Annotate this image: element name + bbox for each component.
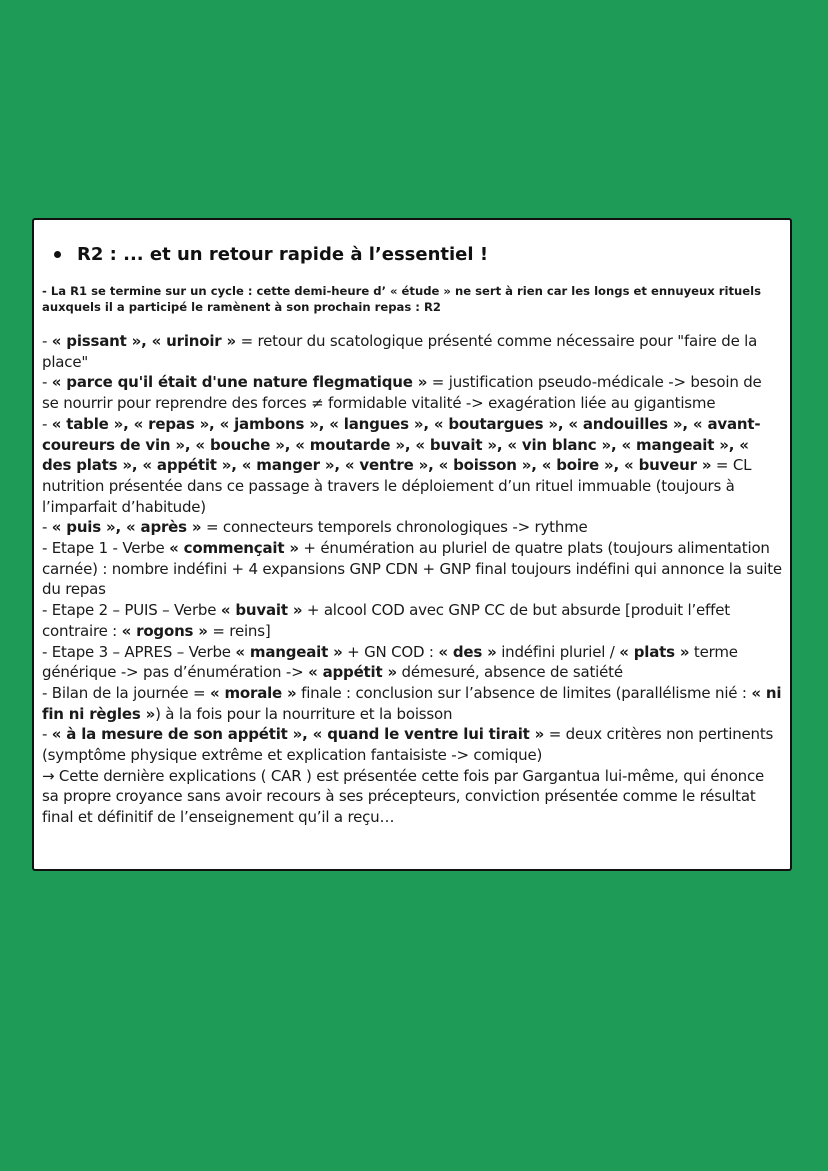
section-heading <box>54 244 782 265</box>
analysis-line-6: - Etape 2 – PUIS – Verbe « buvait » + alcool COD avec GNP CC de but absurde [produit l’effet contraire : « rogons » = reins] <box>42 601 730 640</box>
analysis-line-1: - « pissant », « urinoir » = retour du scatologique présenté comme nécessaire pour "faire de la place" <box>42 332 758 371</box>
intro-paragraph: - La R1 se termine sur un cycle : cette demi-heure d’ « étude » ne sert à rien car les longs et ennuyeux rituels auxquels il a participé le ramènent à son prochain repas : R2 <box>42 284 761 314</box>
analysis-line-2: - « parce qu'il était d'une nature flegmatique » = justification pseudo-médicale -> besoin de se nourrir pour reprendre des forces ≠ formidable vitalité -> exagération liée au gigantisme <box>42 373 762 413</box>
analysis-line-5: - Etape 1 - Verbe « commençait » + énumération au pluriel de quatre plats (toujours alimentation carnée) : nombre indéfini + 4 expansions GNP CDN + GNP final toujours indéfini qui annonce la suite du repas <box>42 539 782 599</box>
conclusion-line: → Cette dernière explications ( CAR ) est présentée cette fois par Gargantua lui-même, qui énonce sa propre croyance sans avoir recours à ses précepteurs, conviction présentée comme le résultat final et définitif de l’enseignement qu’il a reçu… <box>42 766 765 827</box>
analysis-line-3: - « table », « repas », « jambons », « langues », « boutargues », « andouilles », « avant-coureurs de vin », « bouche », « moutarde », « buvait », « vin blanc », « mangeait », « des plats », « appétit », « manger », « ventre », « boisson », « boire », « buveur » = CL nutrition présentée dans ce passage à travers le déploiement d’un rituel immuable (toujours à l’imparfait d’habitude) <box>42 414 761 516</box>
analysis-line-4: - « puis », « après » = connecteurs temporels chronologiques -> rythme <box>42 518 588 537</box>
analysis-body <box>42 331 782 828</box>
analysis-line-7: - Etape 3 – APRES – Verbe « mangeait » + GN COD : « des » indéfini pluriel / « plats » terme générique -> pas d’énumération -> « appétit » démesuré, absence de satiété <box>42 642 738 682</box>
content-card <box>32 218 792 871</box>
analysis-line-9: - « à la mesure de son appétit », « quand le ventre lui tirait » = deux critères non pertinents (symptôme physique extrême et explication fantaisiste -> comique) <box>42 725 774 765</box>
heading-text: R2 : ... et un retour rapide à l’essentiel ! <box>77 244 489 265</box>
analysis-line-8: - Bilan de la journée = « morale » finale : conclusion sur l’absence de limites (parallélisme nié : « ni fin ni règles ») à la fois pour la nourriture et la boisson <box>42 683 782 723</box>
bullet-icon <box>54 251 61 258</box>
